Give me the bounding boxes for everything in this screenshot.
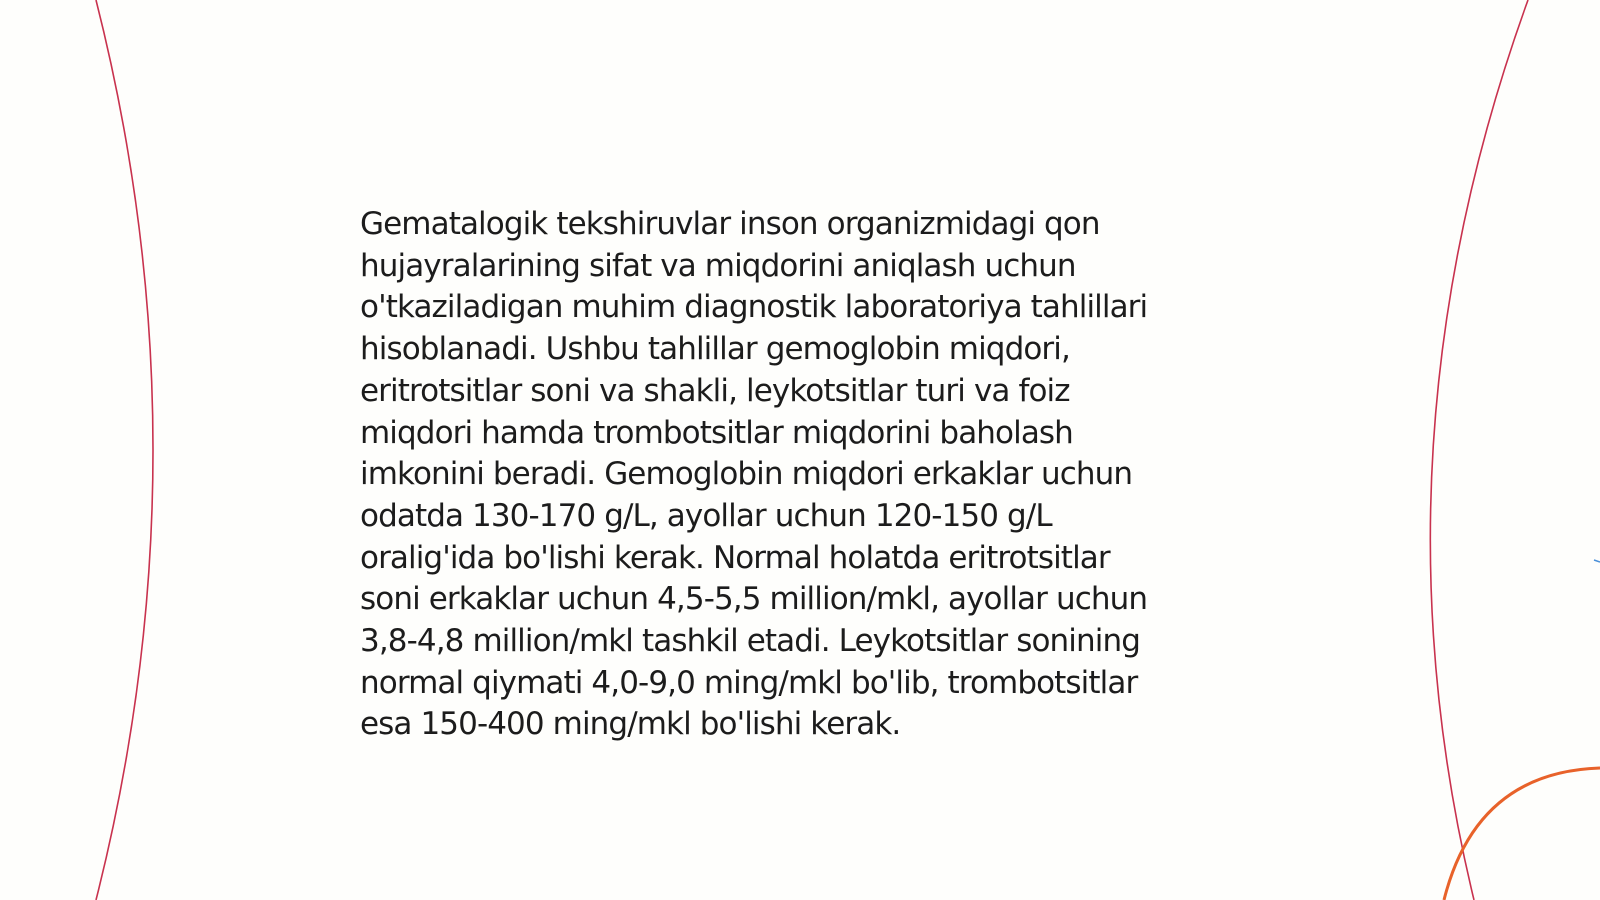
- right-curve-decoration: [1430, 0, 1528, 900]
- paragraph-line-11: 3,8-4,8 million/mkl tashkil etadi. Leykotsitlar sonining: [360, 623, 1140, 660]
- paragraph-line-10: soni erkaklar uchun 4,5-5,5 million/mkl, ayollar uchun: [360, 581, 1148, 618]
- left-curve-decoration: [96, 0, 153, 900]
- paragraph-line-12: normal qiymati 4,0-9,0 ming/mkl bo'lib, trombotsitlar: [360, 664, 1138, 701]
- paragraph-line-2: hujayralarining sifat va miqdorini aniqlash uchun: [360, 247, 1076, 284]
- paragraph-line-5: eritrotsitlar soni va shakli, leykotsitlar turi va foiz: [360, 372, 1070, 409]
- blue-accent-mark: [1594, 560, 1600, 562]
- paragraph-line-4: hisoblanadi. Ushbu tahlillar gemoglobin miqdori,: [360, 331, 1070, 368]
- paragraph-line-3: o'tkaziladigan muhim diagnostik laboratoriya tahlillari: [360, 289, 1148, 326]
- paragraph-line-9: oralig'ida bo'lishi kerak. Normal holatda eritrotsitlar: [360, 539, 1110, 576]
- orange-arc-decoration: [1444, 768, 1600, 900]
- paragraph-line-13: esa 150-400 ming/mkl bo'lishi kerak.: [360, 706, 901, 743]
- paragraph-line-7: imkonini beradi. Gemoglobin miqdori erkaklar uchun: [360, 456, 1133, 493]
- paragraph-line-8: odatda 130-170 g/L, ayollar uchun 120-150 g/L: [360, 497, 1052, 534]
- paragraph-line-1: Gematalogik tekshiruvlar inson organizmidagi qon: [360, 206, 1100, 242]
- body-paragraph: [360, 204, 1260, 746]
- paragraph-line-6: miqdori hamda trombotsitlar miqdorini baholash: [360, 414, 1073, 451]
